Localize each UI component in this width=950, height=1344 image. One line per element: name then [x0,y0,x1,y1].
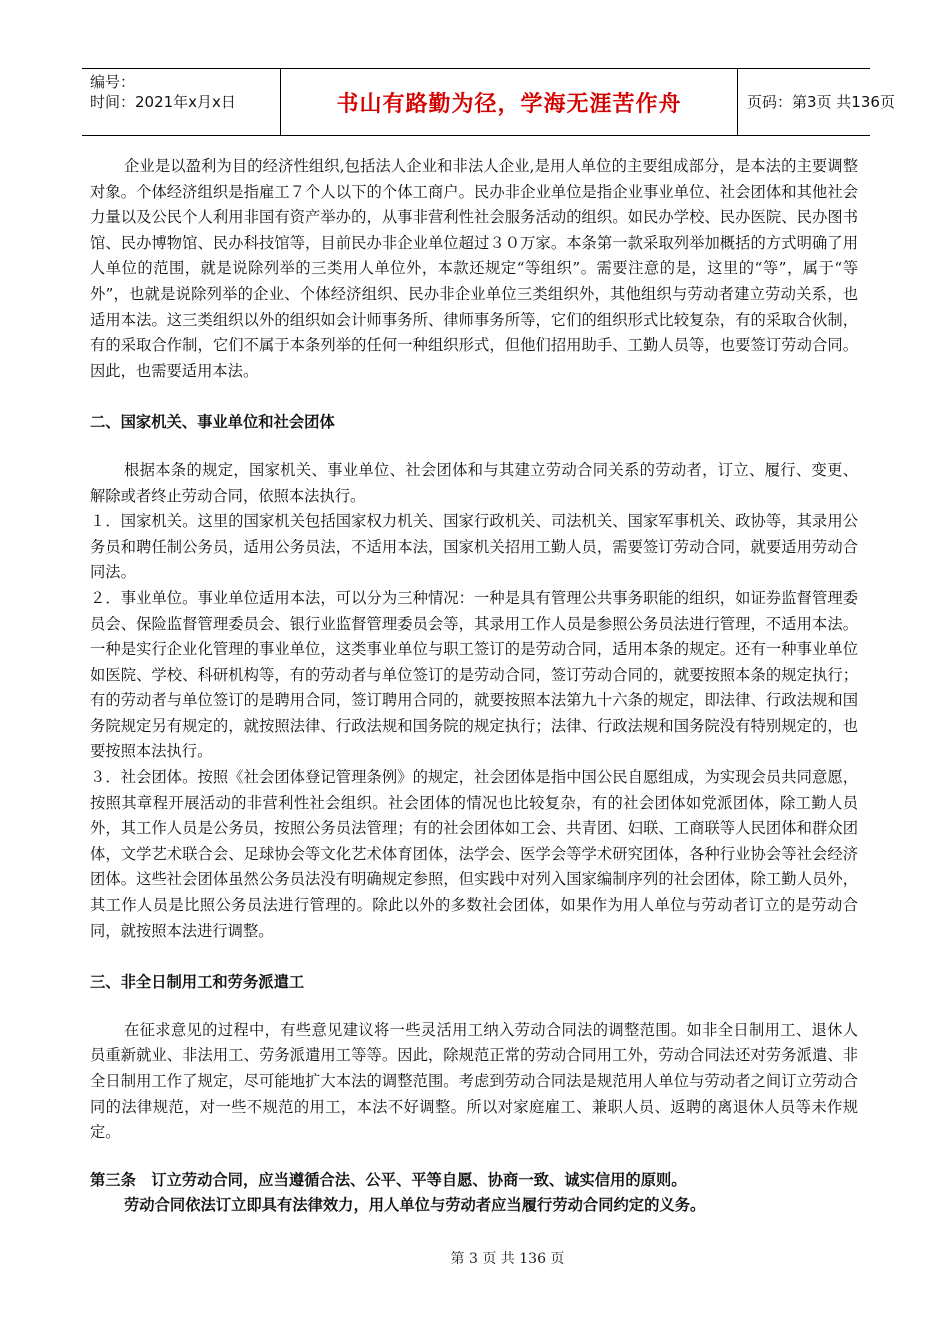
paragraph-public-institutions: ２．事业单位。事业单位适用本法，可以分为三种情况：一种是具有管理公共事务职能的组织，如证券监督管理委员会、保险监督管理委员会、银行业监督管理委员会等，其录用工作人员是参照公务员法进行管理，不适用本法。一种是实行企业化管理的事业单位，这类事业单位与职工签订的是劳动合同，适用本条的规定。还有一种事业单位如医院、学校、科研机构等，有的劳动者与单位签订的是劳动合同，签订劳动合同的，就要按照本条的规定执行；有的劳动者与单位签订的是聘用合同，签订聘用合同的，就要按照本法第九十六条的规定，即法律、行政法规和国务院规定另有规定的，就按照法律、行政法规和国务院的规定执行；法律、行政法规和国务院没有特别规定的，也要按照本法执行。 [90,588,858,761]
header-motto-cell [280,69,738,135]
header-page-cell [737,69,895,135]
page-header [82,68,895,136]
article-3-body: 劳动合同依法订立即具有法律效力，用人单位与劳动者应当履行劳动合同约定的义务。 [124,1196,706,1215]
paragraph-social-groups: ３．社会团体。按照《社会团体登记管理条例》的规定，社会团体是指中国公民自愿组成，为实现会员共同意愿，按照其章程开展活动的非营利性社会组织。社会团体的情况也比较复杂，有的社会团体如党派团体，除工勤人员外，其工作人员是公务员，按照公务员法管理；有的社会团体如工会、共青团、妇联、工商联等人民团体和群众团体，文学艺术联合会、足球协会等文化艺术体育团体，法学会、医学会等学术研究团体，各种行业协会等社会经济团体。这些社会团体虽然公务员法没有明确规定参照，但实践中对列入国家编制序列的社会团体，除工勤人员外，其工作人员是比照公务员法进行管理的。除此以外的多数社会团体，如果作为用人单位与劳动者订立的是劳动合同，就按照本法进行调整。 [90,768,858,940]
article-3-title: 第三条 订立劳动合同，应当遵循合法、公平、平等自愿、协商一致、诚实信用的原则。 [90,1170,687,1189]
serial-label: 编号： [90,73,136,91]
paragraph-flexible-employment: 在征求意见的过程中，有些意见建议将一些灵活用工纳入劳动合同法的调整范围。如非全日制用工、退休人员重新就业、非法用工、劳务派遣用工等等。因此，除规范正常的劳动合同用工外，劳动合同法还对劳务派遣、非全日制用工作了规定，尽可能地扩大本法的调整范围。考虑到劳动合同法是规范用人单位与劳动者之间订立劳动合同的法律规范，对一些不规范的用工，本法不好调整。所以对家庭雇工、兼职人员、返聘的离退休人员等未作规定。 [90,1020,858,1142]
paragraph-enterprise: 企业是以盈利为目的经济性组织,包括法人企业和非法人企业,是用人单位的主要组成部分，是本法的主要调整对象。个体经济组织是指雇工７个人以下的个体工商户。民办非企业单位是指企业事业单位、社会团体和其他社会力量以及公民个人利用非国有资产举办的，从事非营利性社会服务活动的组织。如民办学校、民办医院、民办图书馆、民办博物馆、民办科技馆等，目前民办非企业单位超过３０万家。本条第一款采取列举加概括的方式明确了用人单位的范围，就是说除列举的三类用人单位外，本款还规定“等组织”。需要注意的是，这里的“等”，属于“等外”，也就是说除列举的企业、个体经济组织、民办非企业单位三类组织外，其他组织与劳动者建立劳动关系，也适用本法。这三类组织以外的组织如会计师事务所、律师事务所等，它们的组织形式比较复杂，有的采取合伙制，有的采取合作制，它们不属于本条列举的任何一种组织形式，但他们招用助手、工勤人员等，也要签订劳动合同。因此，也需要适用本法。 [90,157,858,380]
section-heading-2: 二、国家机关、事业单位和社会团体 [90,413,335,432]
section-heading-3: 三、非全日制用工和劳务派遣工 [90,973,305,992]
paragraph-scope: 根据本条的规定，国家机关、事业单位、社会团体和与其建立劳动合同关系的劳动者，订立、履行、变更、解除或者终止劳动合同，依照本法执行。 [90,460,858,505]
document-body [90,154,858,1219]
header-meta [82,69,280,135]
page-footer: 第 3 页 共 136 页 [450,1251,565,1267]
paragraph-state-organs: １．国家机关。这里的国家机关包括国家权力机关、国家行政机关、司法机关、国家军事机关、政协等，其录用公务员和聘任制公务员，适用公务员法，不适用本法，国家机关招用工勤人员，需要签订劳动合同，就要适用劳动合同法。 [90,512,858,582]
header-motto: 书山有路勤为径，学海无涯苦作舟 [336,90,682,117]
header-page-label: 页码：第3页 共136页 [747,93,895,111]
time-label: 时间：2021年x月x日 [90,93,236,111]
